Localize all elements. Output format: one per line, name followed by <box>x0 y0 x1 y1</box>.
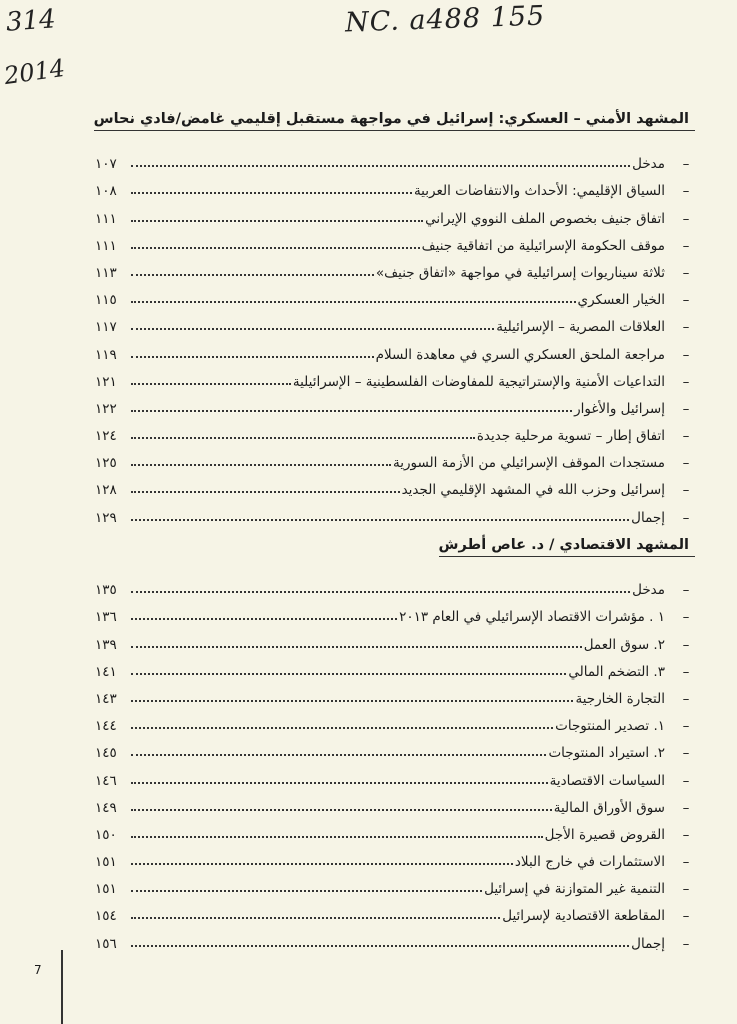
toc-entry <box>95 843 695 870</box>
entry-dash: – <box>682 854 690 871</box>
dotted-leader <box>131 491 400 493</box>
toc-entry <box>95 789 695 816</box>
entry-page-number: ١٣٩ <box>95 636 117 653</box>
toc-entry <box>95 444 695 471</box>
entry-title: إجمال <box>631 935 665 952</box>
dotted-leader <box>131 383 291 385</box>
entry-dash: – <box>682 826 690 843</box>
entry-title: العلاقات المصرية – الإسرائيلية <box>496 319 665 336</box>
entry-title: مراجعة الملحق العسكري السري في معاهدة السلام <box>375 346 665 363</box>
entry-dash: – <box>682 210 690 227</box>
dotted-leader <box>131 809 552 811</box>
toc-section-security <box>95 108 695 526</box>
dotted-leader <box>131 274 374 276</box>
entry-dash: – <box>682 156 690 173</box>
dotted-leader <box>131 618 397 620</box>
dotted-leader <box>131 727 553 729</box>
entry-page-number: ١٣٥ <box>95 582 117 599</box>
entry-page-number: ١١١ <box>95 237 117 254</box>
entry-page-number: ١٤٤ <box>95 718 117 735</box>
entry-title: التجارة الخارجية <box>575 690 665 707</box>
dotted-leader <box>131 700 573 702</box>
dotted-leader <box>131 165 630 167</box>
entry-title: مستجدات الموقف الإسرائيلي من الأزمة السورية <box>393 455 665 472</box>
entry-dash: – <box>682 609 690 626</box>
entry-page-number: ١١٩ <box>95 346 117 363</box>
dotted-leader <box>131 836 543 838</box>
toc-list <box>95 571 695 952</box>
entry-page-number: ١٥٦ <box>95 935 117 952</box>
entry-dash: – <box>682 292 690 309</box>
entry-title: ثلاثة سيناريوات إسرائيلية في مواجهة «اتفاق جنيف» <box>375 264 665 281</box>
toc-entry <box>95 571 695 598</box>
entry-page-number: ١١٣ <box>95 264 117 281</box>
entry-dash: – <box>682 881 690 898</box>
entry-dash: – <box>682 745 690 762</box>
handwritten-year: 2014 <box>2 53 67 91</box>
entry-page-number: ١٢٤ <box>95 428 117 445</box>
toc-entry <box>95 680 695 707</box>
entry-title: ٢. سوق العمل <box>583 636 665 653</box>
footer-divider <box>61 950 63 1024</box>
entry-title: ٣. التضخم المالي <box>568 663 665 680</box>
entry-page-number: ١٤٣ <box>95 690 117 707</box>
toc-section-economy <box>95 534 695 952</box>
entry-dash: – <box>682 663 690 680</box>
entry-page-number: ١٥٠ <box>95 826 117 843</box>
dotted-leader <box>131 247 420 249</box>
entry-dash: – <box>682 509 690 526</box>
dotted-leader <box>131 863 513 865</box>
toc-entry <box>95 471 695 498</box>
dotted-leader <box>131 591 630 593</box>
dotted-leader <box>131 646 582 648</box>
entry-page-number: ١٣٦ <box>95 609 117 626</box>
dotted-leader <box>131 356 374 358</box>
dotted-leader <box>131 301 576 303</box>
toc-entry <box>95 734 695 761</box>
entry-dash: – <box>682 772 690 789</box>
dotted-leader <box>131 410 572 412</box>
entry-title: سوق الأوراق المالية <box>553 799 665 816</box>
page-number: 7 <box>34 963 42 977</box>
entry-dash: – <box>682 582 690 599</box>
toc-entry <box>95 335 695 362</box>
dotted-leader <box>131 917 500 919</box>
entry-dash: – <box>682 346 690 363</box>
entry-title: ١ . مؤشرات الاقتصاد الإسرائيلي في العام ٢٠١٣ <box>399 609 665 626</box>
toc-entry <box>95 363 695 390</box>
entry-dash: – <box>682 636 690 653</box>
entry-dash: – <box>682 482 690 499</box>
entry-dash: – <box>682 935 690 952</box>
entry-title: ١. تصدير المنتوجات <box>555 718 665 735</box>
entry-page-number: ١٤٦ <box>95 772 117 789</box>
toc-entry <box>95 308 695 335</box>
entry-page-number: ١٢٩ <box>95 509 117 526</box>
toc-entry <box>95 761 695 788</box>
toc-entry <box>95 281 695 308</box>
dotted-leader <box>131 328 494 330</box>
entry-title: مدخل <box>632 582 665 599</box>
toc-entry <box>95 172 695 199</box>
handwritten-catalog-number: NC. a488 155 <box>344 0 546 39</box>
entry-title: التداعيات الأمنية والإستراتيجية للمفاوضات الفلسطينية – الإسرائيلية <box>292 373 665 390</box>
toc-entry <box>95 498 695 525</box>
toc-entry <box>95 897 695 924</box>
dotted-leader <box>131 945 629 947</box>
entry-dash: – <box>682 264 690 281</box>
toc-entry <box>95 417 695 444</box>
entry-page-number: ١١٥ <box>95 292 117 309</box>
entry-title: إجمال <box>631 509 665 526</box>
entry-page-number: ١٢١ <box>95 373 117 390</box>
toc-entry <box>95 254 695 281</box>
entry-title: إسرائيل وحزب الله في المشهد الإقليمي الجديد <box>401 482 665 499</box>
dotted-leader <box>131 890 482 892</box>
entry-title: اتفاق جنيف بخصوص الملف النووي الإيراني <box>425 210 665 227</box>
entry-dash: – <box>682 718 690 735</box>
entry-dash: – <box>682 183 690 200</box>
section-title: المشهد الأمني – العسكري: إسرائيل في مواجهة مستقبل إقليمي غامض/فادي نحاس <box>94 111 695 131</box>
entry-page-number: ١١٧ <box>95 319 117 336</box>
section-title: المشهد الاقتصادي / د. عاص أطرش <box>439 537 695 557</box>
entry-page-number: ١٢٢ <box>95 400 117 417</box>
entry-page-number: ١٠٨ <box>95 183 117 200</box>
dotted-leader <box>131 782 548 784</box>
entry-page-number: ١٢٥ <box>95 455 117 472</box>
entry-title: إسرائيل والأغوار <box>574 400 665 417</box>
dotted-leader <box>131 437 475 439</box>
toc-entry <box>95 625 695 652</box>
entry-page-number: ١٥٤ <box>95 908 117 925</box>
toc-entry <box>95 390 695 417</box>
entry-title: مدخل <box>632 156 665 173</box>
entry-title: موقف الحكومة الإسرائيلية من اتفاقية جنيف <box>421 237 665 254</box>
toc-entry <box>95 924 695 951</box>
entry-title: المقاطعة الاقتصادية لإسرائيل <box>502 908 665 925</box>
toc-entry <box>95 145 695 172</box>
dotted-leader <box>131 754 546 756</box>
entry-title: الخيار العسكري <box>577 292 665 309</box>
entry-page-number: ١٥١ <box>95 881 117 898</box>
entry-title: ٢. استيراد المنتوجات <box>548 745 665 762</box>
dotted-leader <box>131 519 629 521</box>
entry-page-number: ١١١ <box>95 210 117 227</box>
entry-page-number: ١٠٧ <box>95 156 117 173</box>
toc-entry <box>95 227 695 254</box>
toc-list <box>95 145 695 526</box>
entry-title: الاستثمارات في خارج البلاد <box>514 854 665 871</box>
entry-dash: – <box>682 319 690 336</box>
entry-page-number: ١٤١ <box>95 663 117 680</box>
entry-page-number: ١٢٨ <box>95 482 117 499</box>
entry-page-number: ١٥١ <box>95 854 117 871</box>
entry-dash: – <box>682 428 690 445</box>
entry-page-number: ١٤٥ <box>95 745 117 762</box>
entry-dash: – <box>682 908 690 925</box>
entry-dash: – <box>682 400 690 417</box>
entry-dash: – <box>682 373 690 390</box>
toc-entry <box>95 816 695 843</box>
entry-dash: – <box>682 690 690 707</box>
toc-entry <box>95 707 695 734</box>
dotted-leader <box>131 673 566 675</box>
toc-entry <box>95 199 695 226</box>
dotted-leader <box>131 464 391 466</box>
dotted-leader <box>131 192 412 194</box>
handwritten-shelf-number: 314 <box>5 4 57 38</box>
toc-entry <box>95 653 695 680</box>
toc-entry <box>95 598 695 625</box>
entry-page-number: ١٤٩ <box>95 799 117 816</box>
entry-title: التنمية غير المتوازنة في إسرائيل <box>484 881 665 898</box>
entry-title: القروض قصيرة الأجل <box>544 826 665 843</box>
entry-title: السياسات الاقتصادية <box>549 772 665 789</box>
toc-entry <box>95 870 695 897</box>
entry-title: السياق الإقليمي: الأحداث والانتفاضات العربية <box>413 183 665 200</box>
entry-title: اتفاق إطار – تسوية مرحلية جديدة <box>476 428 665 445</box>
entry-dash: – <box>682 455 690 472</box>
entry-dash: – <box>682 799 690 816</box>
dotted-leader <box>131 220 423 222</box>
entry-dash: – <box>682 237 690 254</box>
